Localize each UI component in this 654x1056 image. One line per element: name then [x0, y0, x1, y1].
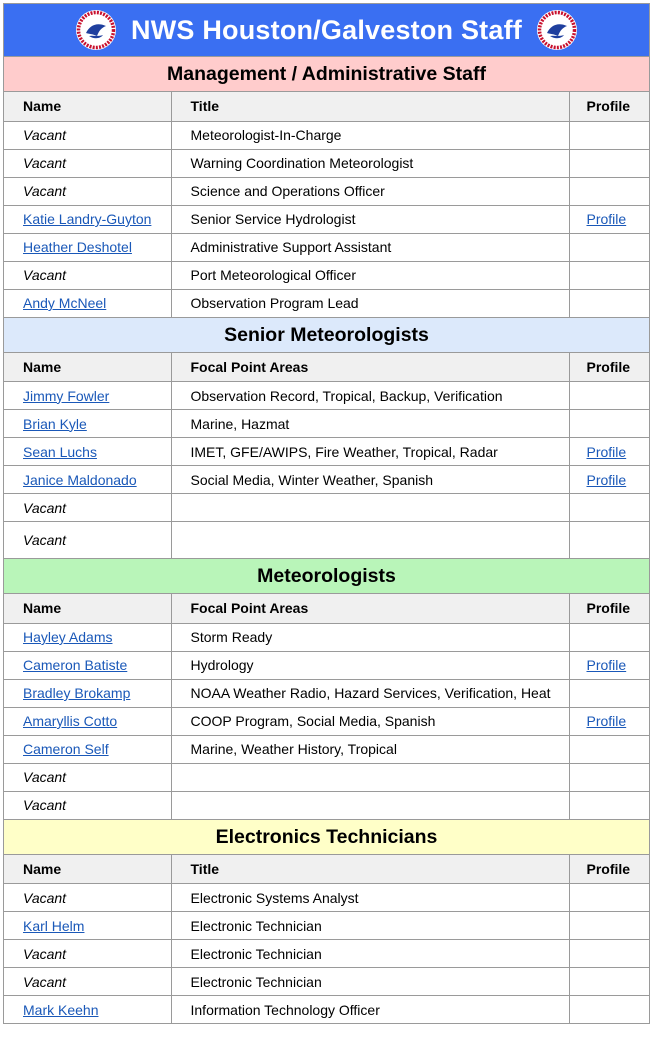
profile-cell [569, 233, 649, 261]
staff-name-link[interactable]: Karl Helm [23, 917, 85, 934]
table-row [4, 651, 649, 679]
name-cell [4, 205, 171, 233]
profile-link[interactable]: Profile [586, 713, 627, 729]
detail-cell: Social Media, Winter Weather, Spanish [171, 466, 569, 494]
section-title-meteorologists: Meteorologists [4, 559, 649, 594]
profile-cell [569, 382, 649, 410]
table-row [4, 410, 649, 438]
section-title-management-administrative-staff: Management / Administrative Staff [4, 57, 649, 92]
staff-table-meteorologists [4, 594, 649, 820]
table-row [4, 735, 649, 763]
detail-cell: Senior Service Hydrologist [171, 205, 569, 233]
noaa-nws-logo-icon [75, 9, 117, 51]
table-row [4, 149, 649, 177]
staff-name-link[interactable]: Andy McNeel [23, 295, 107, 311]
table-row [4, 968, 649, 996]
vacant-label: Vacant [23, 532, 67, 548]
table-row [4, 438, 649, 466]
detail-cell: Science and Operations Officer [171, 177, 569, 205]
profile-cell [569, 623, 649, 651]
detail-cell: Administrative Support Assistant [171, 233, 569, 261]
column-header-focal-point-areas: Focal Point Areas [171, 594, 569, 623]
profile-link[interactable]: Profile [586, 657, 627, 673]
column-header-title: Title [171, 855, 569, 884]
table-row [4, 289, 649, 317]
table-row [4, 763, 649, 791]
profile-cell [569, 289, 649, 317]
profile-cell [569, 735, 649, 763]
name-cell [4, 884, 171, 912]
page-banner [4, 4, 649, 57]
name-cell [4, 735, 171, 763]
profile-cell [569, 763, 649, 791]
name-cell [4, 651, 171, 679]
name-cell [4, 763, 171, 791]
name-cell [4, 494, 171, 522]
detail-cell: COOP Program, Social Media, Spanish [171, 707, 569, 735]
vacant-label: Vacant [23, 155, 67, 171]
detail-cell: Port Meteorological Officer [171, 261, 569, 289]
staff-name-link[interactable]: Amaryllis Cotto [23, 713, 118, 729]
profile-cell [569, 707, 649, 735]
staff-name-link[interactable]: Hayley Adams [23, 629, 113, 645]
profile-cell [569, 466, 649, 494]
name-cell [4, 261, 171, 289]
column-header-profile: Profile [569, 594, 649, 623]
column-header-name: Name [4, 92, 171, 121]
name-cell [4, 149, 171, 177]
profile-cell [569, 205, 649, 233]
profile-cell [569, 940, 649, 968]
name-cell [4, 707, 171, 735]
vacant-label: Vacant [23, 889, 67, 906]
detail-cell [171, 763, 569, 791]
profile-cell [569, 912, 649, 940]
table-row [4, 884, 649, 912]
vacant-label: Vacant [23, 973, 67, 990]
table-row [4, 791, 649, 819]
table-header-row [4, 92, 649, 121]
column-header-profile: Profile [569, 855, 649, 884]
vacant-label: Vacant [23, 127, 67, 143]
table-row [4, 466, 649, 494]
staff-name-link[interactable]: Cameron Batiste [23, 657, 128, 673]
detail-cell: Electronic Systems Analyst [171, 884, 569, 912]
detail-cell: Electronic Technician [171, 940, 569, 968]
profile-cell [569, 177, 649, 205]
column-header-name: Name [4, 855, 171, 884]
detail-cell: Electronic Technician [171, 968, 569, 996]
detail-cell: Warning Coordination Meteorologist [171, 149, 569, 177]
table-row [4, 121, 649, 149]
name-cell [4, 177, 171, 205]
detail-cell: Observation Record, Tropical, Backup, Verification [171, 382, 569, 410]
column-header-profile: Profile [569, 353, 649, 382]
name-cell [4, 940, 171, 968]
staff-name-link[interactable]: Sean Luchs [23, 443, 97, 460]
detail-cell: Storm Ready [171, 623, 569, 651]
detail-cell [171, 494, 569, 522]
staff-name-link[interactable]: Cameron Self [23, 741, 109, 757]
profile-cell [569, 522, 649, 559]
profile-cell [569, 679, 649, 707]
staff-table-electronics-technicians [4, 855, 649, 1025]
vacant-label: Vacant [23, 769, 67, 785]
name-cell [4, 679, 171, 707]
column-header-focal-point-areas: Focal Point Areas [171, 353, 569, 382]
name-cell [4, 289, 171, 317]
table-row [4, 382, 649, 410]
staff-name-link[interactable]: Bradley Brokamp [23, 685, 131, 701]
name-cell [4, 410, 171, 438]
table-row [4, 912, 649, 940]
profile-cell [569, 884, 649, 912]
profile-cell [569, 968, 649, 996]
vacant-label: Vacant [23, 267, 67, 283]
profile-link[interactable]: Profile [586, 471, 627, 488]
profile-cell [569, 996, 649, 1024]
profile-link[interactable]: Profile [586, 211, 627, 227]
name-cell [4, 791, 171, 819]
detail-cell: Marine, Weather History, Tropical [171, 735, 569, 763]
section-title-electronics-technicians: Electronics Technicians [4, 820, 649, 855]
staff-table-senior-meteorologists [4, 353, 649, 560]
detail-cell [171, 522, 569, 559]
table-row [4, 940, 649, 968]
table-row [4, 623, 649, 651]
vacant-label: Vacant [23, 945, 67, 962]
name-cell [4, 466, 171, 494]
name-cell [4, 382, 171, 410]
table-row [4, 494, 649, 522]
table-row [4, 679, 649, 707]
staff-sections [4, 57, 649, 1024]
table-row [4, 996, 649, 1024]
staff-name-link[interactable]: Jimmy Fowler [23, 387, 110, 404]
name-cell [4, 968, 171, 996]
table-row [4, 522, 649, 559]
detail-cell: Information Technology Officer [171, 996, 569, 1024]
profile-cell [569, 410, 649, 438]
detail-cell: Marine, Hazmat [171, 410, 569, 438]
vacant-label: Vacant [23, 499, 67, 516]
column-header-profile: Profile [569, 92, 649, 121]
name-cell [4, 912, 171, 940]
table-row [4, 707, 649, 735]
profile-cell [569, 149, 649, 177]
table-header-row [4, 855, 649, 884]
staff-directory [3, 3, 650, 1024]
table-row [4, 261, 649, 289]
name-cell [4, 121, 171, 149]
staff-name-link[interactable]: Janice Maldonado [23, 471, 137, 488]
profile-cell [569, 121, 649, 149]
profile-cell [569, 791, 649, 819]
name-cell [4, 623, 171, 651]
table-header-row [4, 353, 649, 382]
profile-cell [569, 438, 649, 466]
section-title-senior-meteorologists: Senior Meteorologists [4, 318, 649, 353]
name-cell [4, 996, 171, 1024]
column-header-name: Name [4, 353, 171, 382]
detail-cell: IMET, GFE/AWIPS, Fire Weather, Tropical, Radar [171, 438, 569, 466]
table-header-row [4, 594, 649, 623]
vacant-label: Vacant [23, 797, 67, 813]
name-cell [4, 522, 171, 559]
staff-name-link[interactable]: Brian Kyle [23, 415, 87, 432]
detail-cell: Electronic Technician [171, 912, 569, 940]
name-cell [4, 233, 171, 261]
profile-cell [569, 651, 649, 679]
detail-cell: Observation Program Lead [171, 289, 569, 317]
profile-link[interactable]: Profile [586, 443, 627, 460]
noaa-nws-logo-icon [536, 9, 578, 51]
column-header-title: Title [171, 92, 569, 121]
column-header-name: Name [4, 594, 171, 623]
detail-cell: Hydrology [171, 651, 569, 679]
detail-cell: Meteorologist-In-Charge [171, 121, 569, 149]
staff-name-link[interactable]: Katie Landry-Guyton [23, 211, 152, 227]
staff-name-link[interactable]: Heather Deshotel [23, 239, 132, 255]
page-title: NWS Houston/Galveston Staff [131, 14, 522, 45]
detail-cell [171, 791, 569, 819]
vacant-label: Vacant [23, 183, 67, 199]
table-row [4, 177, 649, 205]
detail-cell: NOAA Weather Radio, Hazard Services, Verification, Heat [171, 679, 569, 707]
staff-name-link[interactable]: Mark Keehn [23, 1001, 99, 1018]
table-row [4, 233, 649, 261]
profile-cell [569, 494, 649, 522]
name-cell [4, 438, 171, 466]
profile-cell [569, 261, 649, 289]
table-row [4, 205, 649, 233]
staff-table-management-administrative-staff [4, 92, 649, 318]
